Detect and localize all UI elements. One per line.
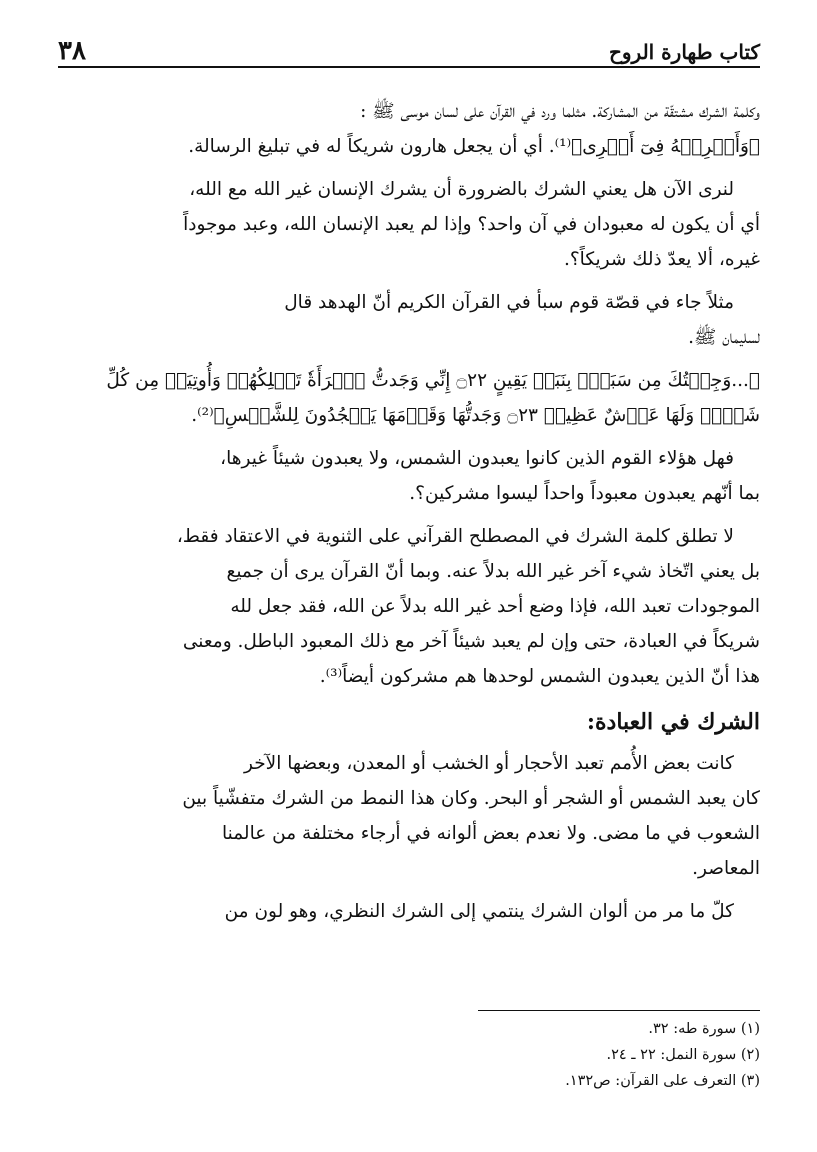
page-number: ٣٨ [58, 36, 86, 66]
paragraph [58, 172, 760, 277]
text-line: شريكاً في العبادة، حتى وإن لم يعبد شيئاً آخر مع ذلك المعبود الباطل. ومعنى [182, 631, 760, 652]
text-line: هذا أنّ الذين يعبدون الشمس لوحدها هم مشركون أيضاً⁽³⁾. [319, 666, 760, 687]
verse-line: شَيۡءٖ وَلَهَا عَرۡشٌ عَظِيمٞ ۝٢٣ وَجَدتُّهَا وَقَوۡمَهَا يَسۡجُدُونَ لِلشَّمۡسِ﴾⁽²⁾. [191, 405, 760, 426]
text-line: غيره، ألا يعدّ ذلك شريكاً؟. [563, 249, 760, 270]
header-divider [58, 66, 760, 68]
footnotes [260, 1016, 760, 1094]
footnote: (٣) التعرف على القرآن: ص١٣٢. [565, 1073, 760, 1089]
text-line: ﴿وَأَشۡرِكۡهُ فِىٓ أَمۡرِى﴾⁽¹⁾. أي أن يجعل هارون شريكاً له في تبليغ الرسالة. [188, 136, 760, 157]
quran-verse [58, 363, 760, 433]
text-line: بل يعني اتّخاذ شيء آخر غير الله بدلاً عنه. وبما أنّ القرآن يرى أن جميع [226, 561, 760, 582]
paragraph [58, 519, 760, 694]
paragraph [58, 441, 760, 511]
text-line: كان يعبد الشمس أو الشجر أو البحر. وكان هذا النمط من الشرك متفشّياً بين [182, 788, 760, 809]
book-title: كتاب طهارة الروح [608, 40, 760, 64]
text-line: لنرى الآن هل يعني الشرك بالضرورة أن يشرك الإنسان غير الله مع الله، [189, 179, 734, 200]
text-line: كانت بعض الأُمم تعبد الأحجار أو الخشب أو المعدن، وبعضها الآخر [244, 753, 734, 774]
footnote-divider [478, 1010, 760, 1011]
text-line: مثلاً جاء في قصّة قوم سبأ في القرآن الكريم أنّ الهدهد قال [284, 292, 734, 313]
text-line: كلّ ما مر من ألوان الشرك ينتمي إلى الشرك النظري، وهو لون من [224, 901, 734, 922]
main-text [58, 94, 760, 937]
footnote: (٢) سورة النمل: ٢٢ ـ ٢٤. [606, 1047, 760, 1063]
paragraph [58, 94, 760, 164]
footnote: (١) سورة طه: ٣٢. [648, 1021, 760, 1037]
text-line: الشعوب في ما مضى. ولا نعدم بعض ألوانه في أرجاء مختلفة من عالمنا [222, 823, 760, 844]
paragraph [58, 894, 760, 929]
text-line: لا تطلق كلمة الشرك في المصطلح القرآني على الثنوية في الاعتقاد فقط، [176, 526, 734, 547]
text-line: المعاصر. [692, 858, 760, 879]
page-header [58, 30, 760, 64]
text-line: بما أنّهم يعبدون معبوداً واحداً ليسوا مشركين؟. [409, 483, 760, 504]
text-line: الموجودات تعبد الله، فإذا وضع أحد غير الله بدلاً عن الله، فقد جعل لله [230, 596, 760, 617]
text-line: فهل هؤلاء القوم الذين كانوا يعبدون الشمس، ولا يعبدون شيئاً غيرها، [220, 448, 734, 469]
section-heading: الشرك في العبادة: [586, 709, 760, 735]
paragraph [58, 746, 760, 886]
text-line: وكلمة الشرك مشتقّة من المشاركة. مثلما ورد في القرآن على لسان موسى ﷺ : [360, 101, 760, 122]
text-line: لسليمان ﷺ. [688, 327, 760, 348]
verse-line: ﴿...وَجِئۡتُكَ مِن سَبَإِۭ بِنَبَإٖ يَقِينٍ ۝٢٢ إِنِّي وَجَدتُّ ٱمۡرَأَةٗ تَمۡلِكُهُمۡ وَأُوتِيَتۡ مِن كُلِّ [106, 370, 760, 391]
text-line: أي أن يكون له معبودان في آن واحد؟ وإذا لم يعبد الإنسان الله، وعبد موجوداً [183, 214, 760, 235]
paragraph [58, 285, 760, 355]
